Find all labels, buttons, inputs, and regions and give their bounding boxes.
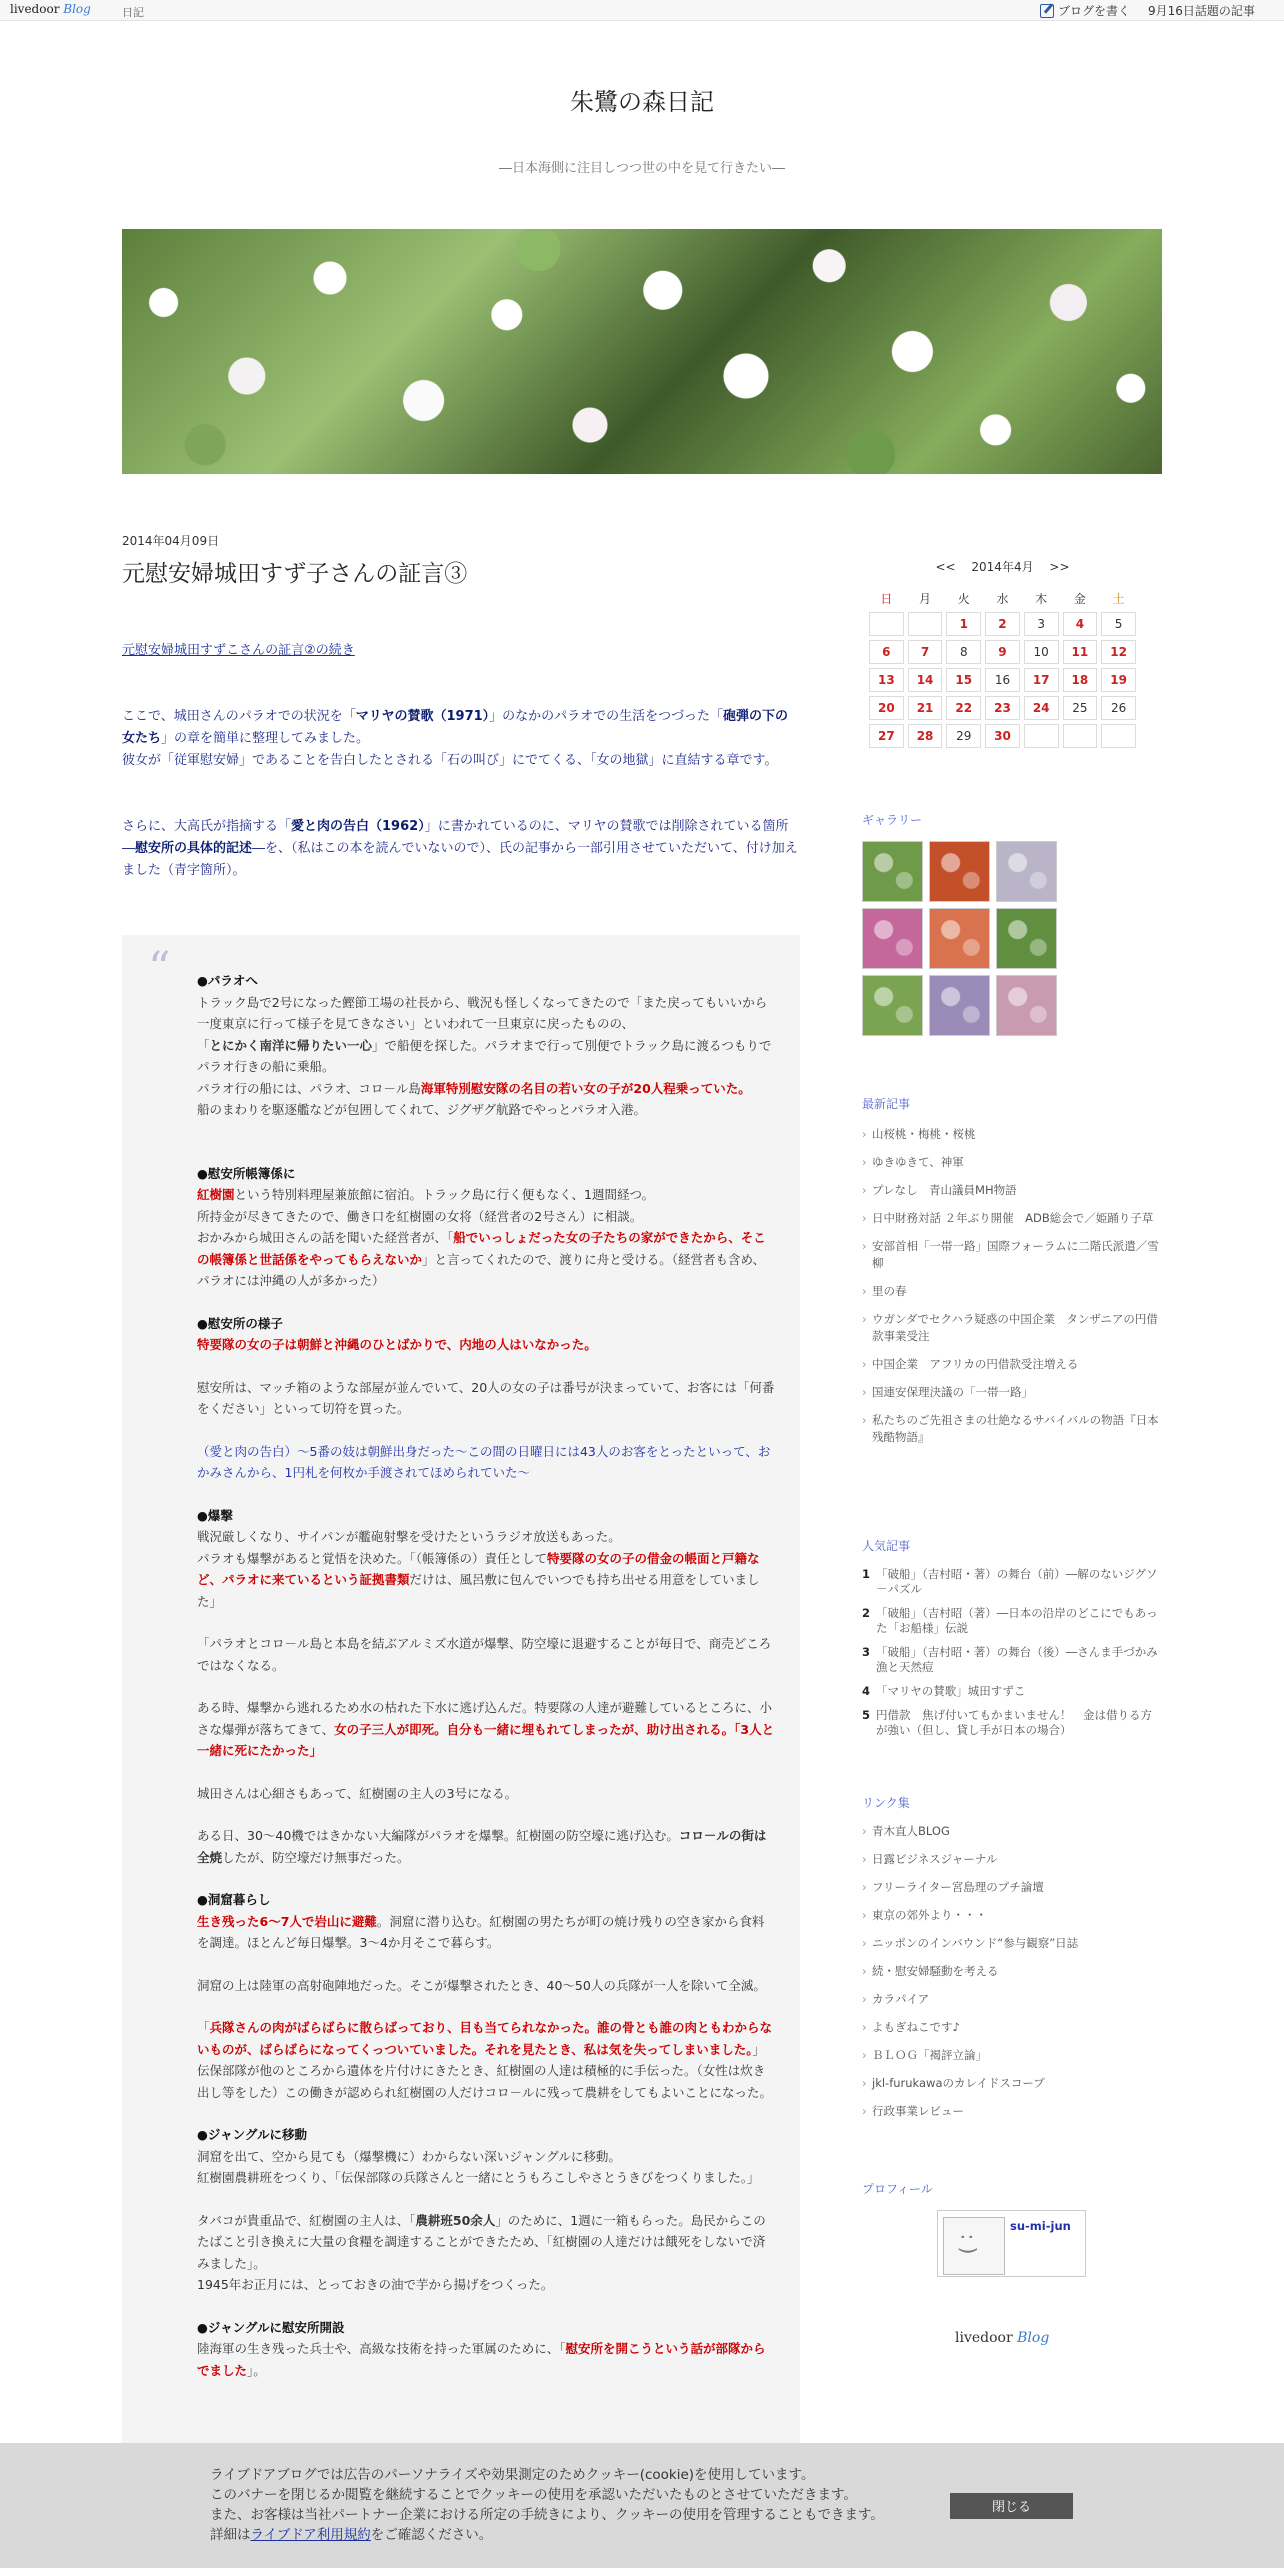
calendar-day[interactable]: 12: [1101, 640, 1136, 664]
footer-logo-text: livedoor: [955, 2330, 1013, 2346]
quote-text: 伝保部隊が他のところから遺体を片付けにきたとき、紅樹園の人達は積極的に手伝った。（女性は炊き出し等をした）この働きが認められ紅樹園の人だけコロ－ルに残って農耕をしてもよいことになった。: [197, 2063, 773, 2100]
recent-article-link[interactable]: › 日中財務対話 ２年ぶり開催 ADB総会で／姫踊り子草: [862, 1210, 1162, 1227]
post-paragraph: ここで、城田さんのパラオでの状況を「マリヤの賛歌（1971）」のなかのパラオでの生活をつづった「砲弾の下の女たち」の章を簡単に整理してみました。: [122, 709, 789, 746]
gallery-grid: [862, 841, 1062, 1036]
top-bar: [0, 0, 1284, 21]
calendar-day[interactable]: 24: [1024, 696, 1059, 720]
calendar-day[interactable]: 27: [869, 724, 904, 748]
calendar-day: 5: [1101, 612, 1136, 636]
recent-article-link[interactable]: › 国連安保理決議の「一帯一路」: [862, 1384, 1162, 1401]
post-paragraph: さらに、大高氏が指摘する「愛と肉の告白（1962）」に書かれているのに、マリヤの賛歌では削除されている箇所―慰安所の具体的記述―を、（私はこの本を読んでいないので）、氏の記事から一部引用させていただいて、付け加えました（青字箇所）。: [122, 819, 798, 878]
recent-article-link[interactable]: › 山桜桃・梅桃・桜桃: [862, 1126, 1162, 1143]
gallery-thumbnail[interactable]: [996, 841, 1057, 902]
calendar-day[interactable]: 7: [908, 640, 943, 664]
external-link[interactable]: › ＢＬＯＧ「褐評立論」: [862, 2047, 1162, 2064]
rank-number: 5: [862, 1708, 871, 1722]
post-date: 2014年04月09日: [122, 534, 220, 548]
section-heading: ●慰安所帳簿係に: [197, 1165, 296, 1181]
profile-name[interactable]: su-mi-jun: [1010, 2219, 1071, 2233]
livedoor-blog-logo[interactable]: [10, 2, 91, 16]
external-link[interactable]: › 東京の郊外より・・・: [862, 1907, 1162, 1924]
gallery-heading: ギャラリー: [862, 813, 923, 827]
quote-text: 慰安所は、マッチ箱のような部屋が並んでいて、20人の女の子は番号が決まっていて、お客には「何番をください」といって切符を買った。: [197, 1379, 775, 1416]
section-heading: ●ジャングルに慰安所開設: [197, 2319, 345, 2335]
quote-text: 「とにかく南洋に帰りたい一心」で船便を探した。パラオまで行って別便でトラック島に渡るつもりでパラオ行きの船に乗船。: [197, 1037, 772, 1074]
recent-articles-list: [862, 1126, 1162, 1457]
popular-article-title: 「破船」（吉村昭（著）―日本の沿岸のどこにでもあった「お船様」伝説: [876, 1606, 1158, 1635]
popular-article-title: 円借款 焦げ付いてもかまいません！ 金は借りる方が強い（但し、貸し手が日本の場合）: [876, 1708, 1152, 1737]
calendar-day[interactable]: 9: [985, 640, 1020, 664]
diary-link[interactable]: 日記: [122, 6, 144, 19]
rank-number: 1: [862, 1567, 871, 1581]
calendar-month: 2014年4月: [971, 560, 1034, 574]
blockquote: [122, 935, 800, 2568]
external-link[interactable]: › 青木直人BLOG: [862, 1823, 1162, 1840]
popular-article-link[interactable]: [862, 1684, 1162, 1699]
calendar-day: 10: [1024, 640, 1059, 664]
recent-article-link[interactable]: › ウガンダでセクハラ疑惑の中国企業 タンザニアの円借款事業受注: [862, 1311, 1162, 1345]
profile-card[interactable]: [937, 2210, 1086, 2277]
calendar-day[interactable]: 1: [946, 612, 981, 636]
post-title[interactable]: 元慰安婦城田すず子さんの証言③: [122, 561, 468, 587]
cookie-banner: [0, 2443, 1284, 2568]
quote-text: 「兵隊さんの肉がばらばらに散らばっており、目も当てられなかった。誰の骨とも誰の肉ともわからないものが、ばらばらになってくっついていました。それを見たとき、私は気を失ってしまいました。」: [197, 2020, 773, 2057]
footer-logo-blog-text: Blog: [1017, 2330, 1050, 2346]
calendar-day: 16: [985, 668, 1020, 692]
section-heading: ●ジャングルに移動: [197, 2127, 308, 2142]
recent-articles-heading: 最新記事: [862, 1097, 911, 1111]
calendar-day[interactable]: 28: [908, 724, 943, 748]
quote-text: ある日、30～40機ではきかない大編隊がパラオを爆撃。紅樹園の防空壕に逃げ込む。コロ－ルの街は全焼したが、防空壕だけ無事だった。: [197, 1828, 767, 1865]
site-description: ―日本海側に注目しつつ世の中を見て行きたい―: [498, 161, 785, 176]
recent-article-link[interactable]: › ゆきゆきて、神軍: [862, 1154, 1162, 1171]
quote-text: 「パラオとコロ－ル島と本島を結ぶアルミズ水道が爆撃、防空壕に退避することが毎日で、商売どころではなくなる。: [197, 1636, 772, 1673]
topic-articles-link[interactable]: [1148, 2, 1255, 19]
external-link[interactable]: › カラパイア: [862, 1991, 1162, 2008]
calendar-day: 25: [1063, 696, 1098, 720]
quote-text: ある時、爆撃から逃れるため水の枯れた下水に逃げ込んだ。特要隊の人達が避難しているところに、小さな爆弾が落ちてきて、女の子三人が即死。自分も一緒に埋もれてしまったが、助け出される。「3人と一緒に死にたかった」: [197, 1700, 775, 1758]
post-body: [122, 640, 800, 882]
external-link[interactable]: › よもぎねこです♪: [862, 2019, 1162, 2036]
calendar-empty-cell: [1024, 724, 1059, 748]
popular-article-link[interactable]: [862, 1606, 1162, 1636]
popular-articles-list: [862, 1567, 1162, 1747]
external-link[interactable]: › フリーライター宮島理のプチ論壇: [862, 1879, 1162, 1896]
gallery-thumbnail[interactable]: [862, 908, 923, 969]
calendar-day: 3: [1024, 612, 1059, 636]
weekday-header: 日: [880, 592, 893, 606]
popular-article-link[interactable]: [862, 1708, 1162, 1738]
calendar-day[interactable]: 18: [1063, 668, 1098, 692]
calendar-day[interactable]: 17: [1024, 668, 1059, 692]
popular-articles-heading: 人気記事: [862, 1539, 911, 1553]
quote-content: [197, 970, 775, 2381]
quote-text: おかみから城田さんの話を聞いた経営者が、「船でいっしょだった女の子たちの家ができたから、そこの帳簿係と世話係をやってもらえないか」と言ってくれたので、渡りに舟と受ける。（経営者も含め、パラオには沖縄の人が多かった）: [197, 1230, 766, 1288]
header-banner-image: [122, 229, 1162, 474]
calendar-day[interactable]: 21: [908, 696, 943, 720]
calendar-day[interactable]: 22: [946, 696, 981, 720]
calendar-day[interactable]: 13: [869, 668, 904, 692]
calendar-day: 8: [946, 640, 981, 664]
external-link[interactable]: › 行政事業レビュー: [862, 2103, 1162, 2120]
gallery-thumbnail[interactable]: [929, 975, 990, 1036]
cookie-close-button[interactable]: 閉じる: [950, 2493, 1073, 2519]
calendar-empty-cell: [1063, 724, 1098, 748]
recent-article-link[interactable]: › 里の春: [862, 1283, 1162, 1300]
quote-text: 洞窟の上は陸軍の高射砲陣地だった。そこが爆撃されたとき、40～50人の兵隊が一人を除いて全滅。: [197, 1977, 766, 1993]
quote-text: トラック島で2号になった鰹節工場の社長から、戦況も怪しくなってきたので「また戻ってもいいから一度東京に行って様子を見てきなさい」といわれて一旦東京に戻ったものの、: [197, 994, 768, 1031]
section-heading: ●パラオへ: [197, 973, 258, 988]
calendar-day[interactable]: 4: [1063, 612, 1098, 636]
section-heading: ●慰安所の様子: [197, 1315, 283, 1331]
links-list: [862, 1823, 1162, 2131]
calendar-day[interactable]: 11: [1063, 640, 1098, 664]
quote-text: パラオ行の船には、パラオ、コロ－ル島海軍特別慰安隊の名目の若い女の子が20人程乗っていた。: [197, 1080, 751, 1096]
recent-article-link[interactable]: › 中国企業 アフリカの円借款受注増える: [862, 1356, 1162, 1373]
quote-text: 生き残った6～7人で岩山に避難。洞窟に潜り込む。紅樹園の男たちが町の焼け残りの空き家から食料を調達。ほとんど毎日爆撃。3～4か月そこで暮らす。: [197, 1913, 765, 1950]
weekday-header: 月: [919, 592, 932, 606]
quote-text: 特要隊の女の子は朝鮮と沖縄のひとばかりで、内地の人はいなかった。: [197, 1337, 597, 1352]
popular-article-title: 「破船」（吉村昭・著）の舞台（前）―解のないジグソ－パズル: [876, 1567, 1158, 1596]
quote-text: 戦況厳しくなり、サイパンが艦砲射撃を受けたというラジオ放送もあった。: [197, 1529, 621, 1544]
calendar-day[interactable]: 20: [869, 696, 904, 720]
section-heading: ●爆撃: [197, 1507, 233, 1523]
quote-text: 紅樹園という特別料理屋兼旅館に宿泊。トラック島に行く便もなく、1週間経つ。: [197, 1187, 654, 1202]
external-link[interactable]: › jkl-furukawaのカレイドスコープ: [862, 2075, 1162, 2092]
quote-mark-icon: “: [148, 943, 171, 994]
previous-article-link[interactable]: 元慰安婦城田すずこさんの証言②の続き: [122, 643, 355, 658]
calendar-empty-cell: [908, 612, 943, 636]
logo-text: livedoor: [10, 2, 60, 16]
write-blog-label: ブログを書く: [1058, 4, 1131, 18]
gallery-thumbnail[interactable]: [862, 975, 923, 1036]
popular-article-title: 「マリヤの賛歌」城田すずこ: [876, 1684, 1026, 1698]
avatar[interactable]: [943, 2217, 1005, 2275]
recent-article-link[interactable]: › プレなし 青山議員MH物語: [862, 1182, 1162, 1199]
write-blog-link[interactable]: [1040, 2, 1130, 19]
quote-text: パラオも爆撃があると覚悟を決めた。「（帳簿係の）責任として特要隊の女の子の借金の帳面と戸籍など、パラオに来ているという証拠書類だけは、風呂敷に包んでいつでも持ち出せる用意をしていました」: [197, 1550, 760, 1609]
calendar-nav: [865, 558, 1140, 575]
quote-text: （愛と肉の告白）～5番の妓は朝鮮出身だった～この間の日曜日には43人のお客をとったといって、おかみさんから、1円札を何枚か手渡されてほめられていた～: [197, 1443, 771, 1480]
calendar-day: 29: [946, 724, 981, 748]
weekday-header: 金: [1073, 592, 1086, 606]
cookie-line: このバナーを閉じるか閲覧を継続することでクッキーの使用を承認いただいたものとさせていただきます。: [210, 2487, 857, 2503]
rank-number: 3: [862, 1645, 871, 1659]
gallery-thumbnail[interactable]: [929, 841, 990, 902]
calendar-day[interactable]: 2: [985, 612, 1020, 636]
external-link[interactable]: › 続・慰安婦騒動を考える: [862, 1963, 1162, 1980]
gallery-thumbnail[interactable]: [996, 975, 1057, 1036]
calendar-day[interactable]: 14: [908, 668, 943, 692]
terms-link[interactable]: ライブドア利用規約: [250, 2527, 371, 2543]
section-heading: ●洞窟暮らし: [197, 1892, 271, 1907]
cookie-line: また、お客様は当社パートナー企業における所定の手続きにより、クッキーの使用を管理することもできます。: [210, 2507, 884, 2523]
logo-blog-text: Blog: [63, 2, 91, 16]
calendar-empty-cell: [1101, 724, 1136, 748]
calendar-day[interactable]: 30: [985, 724, 1020, 748]
popular-article-link[interactable]: [862, 1567, 1162, 1597]
cookie-line: ライブドアブログでは広告のパーソナライズや効果測定のためクッキー(cookie)を使用しています。: [210, 2467, 815, 2483]
popular-article-link[interactable]: [862, 1645, 1162, 1675]
external-link[interactable]: › ニッポンのインバウンド“参与観察”日誌: [862, 1935, 1162, 1952]
livedoor-blog-footer-logo[interactable]: [955, 2330, 1049, 2346]
gallery-thumbnail[interactable]: [862, 841, 923, 902]
calendar: [865, 558, 1140, 752]
gallery-thumbnail[interactable]: [996, 908, 1057, 969]
quote-text: 紅樹園農耕班をつくり、「伝保部隊の兵隊さんと一緒にとうもろこしやさとうきびをつくりました。」: [197, 2170, 760, 2185]
external-link[interactable]: › 日露ビジネスジャーナル: [862, 1851, 1162, 1868]
calendar-day[interactable]: 23: [985, 696, 1020, 720]
calendar-prev-link[interactable]: <<: [935, 560, 956, 574]
calendar-day[interactable]: 15: [946, 668, 981, 692]
calendar-day: 26: [1101, 696, 1136, 720]
quote-text: 城田さんは心細さもあって、紅樹園の主人の3号になる。: [197, 1785, 518, 1801]
quote-text: 所持金が尽きてきたので、働き口を紅樹園の女将（経営者の2号さん）に相談。: [197, 1208, 643, 1224]
quote-text: タバコが貴重品で、紅樹園の主人は、「農耕班50余人」のために、1週に一箱もらった。島民からこのたばこと引き換えに大量の食糧を調達することができたため、「紅樹園の人達だけは餓死をしないで済みました」。: [197, 2212, 766, 2271]
weekday-header: 火: [957, 592, 970, 606]
post-paragraph: 彼女が「従軍慰安婦」であることを告白したとされる「石の叫び」にでてくる、「女の地獄」に直結する章です。: [122, 753, 778, 768]
weekday-header: 木: [1035, 592, 1048, 606]
quote-text: 陸海軍の生き残った兵士や、高級な技術を持った軍属のために、「慰安所を開こうという話が部隊からでました」。: [197, 2341, 766, 2378]
popular-article-title: 「破船」（吉村昭・著）の舞台（後）―さんま手づかみ漁と天然痘: [876, 1645, 1158, 1674]
calendar-empty-cell: [869, 612, 904, 636]
profile-heading: プロフィール: [862, 2182, 933, 2196]
calendar-day[interactable]: 6: [869, 640, 904, 664]
recent-article-link[interactable]: › 安部首相「一帯一路」国際フォーラムに二階氏派遣／雪柳: [862, 1238, 1162, 1272]
links-heading: リンク集: [862, 1796, 910, 1810]
quote-text: 船のまわりを駆逐艦などが包囲してくれて、ジグザグ航路でやっとパラオ入港。: [197, 1102, 647, 1117]
calendar-day[interactable]: 19: [1101, 668, 1136, 692]
rank-number: 2: [862, 1606, 871, 1620]
weekday-header: 土: [1112, 592, 1125, 606]
cookie-message: [210, 2465, 884, 2545]
rank-number: 4: [862, 1684, 871, 1698]
cookie-line: 詳細はライブドア利用規約をご確認ください。: [210, 2527, 493, 2543]
calendar-table: [865, 585, 1140, 752]
topic-label: 9月16日話題の記事: [1148, 4, 1255, 18]
gallery-thumbnail[interactable]: [929, 908, 990, 969]
site-title[interactable]: 朱鷺の森日記: [570, 88, 714, 116]
pencil-icon: [1040, 4, 1054, 18]
quote-text: 洞窟を出て、空から見ても（爆撃機に）わからない深いジャングルに移動。: [197, 2148, 621, 2164]
weekday-header: 水: [996, 592, 1009, 606]
quote-text: 1945年お正月には、とっておきの油で芋から揚げをつくった。: [197, 2277, 554, 2292]
calendar-next-link[interactable]: >>: [1049, 560, 1070, 574]
recent-article-link[interactable]: › 私たちのご先祖さまの壮絶なるサバイバルの物語『日本残酷物語』: [862, 1412, 1162, 1446]
